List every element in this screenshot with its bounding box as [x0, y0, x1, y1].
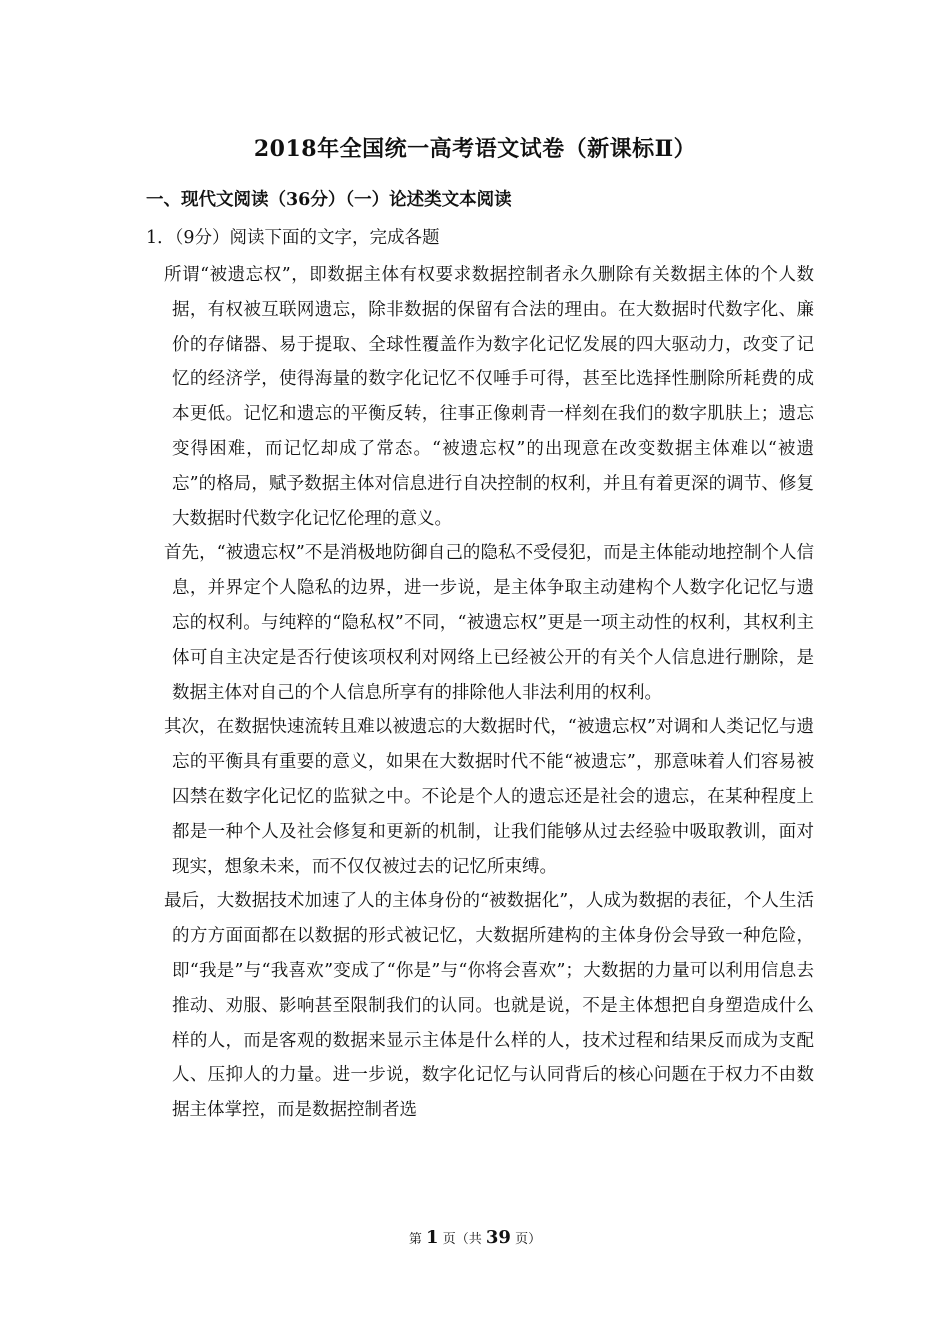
footer-total-pages: 39 — [485, 1227, 511, 1248]
passage-paragraph: 首先，“被遗忘权”不是消极地防御自己的隐私不受侵犯，而是主体能动地控制个人信息，并界定个人隐私的边界，进一步说，是主体争取主动建构个人数字化记忆与遗忘的权利。与纯粹的“隐私权”不同，“被遗忘权”更是一项主动性的权利，其权利主体可自主决定是否行使该项权利对网络上已经被公开的有关个人信息进行删除，是数据主体对自己的个人信息所享有的排除他人非法利用的权利。 — [164, 543, 814, 703]
reading-passage — [164, 258, 814, 1128]
question-prompt: 1．（9分）阅读下面的文字，完成各题 — [146, 228, 440, 248]
passage-paragraph: 最后，大数据技术加速了人的主体身份的“被数据化”，人成为数据的表征，个人生活的方方面面都在以数据的形式被记忆，大数据所建构的主体身份会导致一种危险，即“我是”与“我喜欢”变成了“你是”与“你将会喜欢”；大数据的力量可以利用信息去推动、劝服、影响甚至限制我们的认同。也就是说，不是主体想把自身塑造成什么样的人，而是客观的数据来显示主体是什么样的人，技术过程和结果反而成为支配人、压抑人的力量。进一步说，数字化记忆与认同背后的核心问题在于权力不由数据主体掌控，而是数据控制者选 — [164, 891, 814, 1121]
document-title: 2018年全国统一高考语文试卷（新课标Ⅱ） — [253, 136, 697, 162]
section-heading: 一、现代文阅读（36分）（一）论述类文本阅读 — [146, 190, 512, 210]
passage-paragraph: 其次，在数据快速流转且难以被遗忘的大数据时代，“被遗忘权”对调和人类记忆与遗忘的平衡具有重要的意义，如果在大数据时代不能“被遗忘”，那意味着人们容易被囚禁在数字化记忆的监狱之中。不论是个人的遗忘还是社会的遗忘，在某种程度上都是一种个人及社会修复和更新的机制，让我们能够从过去经验中吸取教训，面对现实，想象未来，而不仅仅被过去的记忆所束缚。 — [164, 717, 814, 877]
page-footer — [0, 1227, 950, 1248]
footer-suffix: 页） — [515, 1232, 542, 1247]
footer-prefix: 第 — [408, 1232, 422, 1247]
passage-paragraph: 所谓“被遗忘权”，即数据主体有权要求数据控制者永久删除有关数据主体的个人数据，有权被互联网遗忘，除非数据的保留有合法的理由。在大数据时代数字化、廉价的存储器、易于提取、全球性覆盖作为数字化记忆发展的四大驱动力，改变了记忆的经济学，使得海量的数字化记忆不仅唾手可得，甚至比选择性删除所耗费的成本更低。记忆和遗忘的平衡反转，往事正像刺青一样刻在我们的数字肌肤上；遗忘变得困难，而记忆却成了常态。“被遗忘权”的出现意在改变数据主体难以“被遗忘”的格局，赋予数据主体对信息进行自决控制的权利，并且有着更深的调节、修复大数据时代数字化记忆伦理的意义。 — [164, 265, 814, 529]
footer-mid: 页（共 — [442, 1232, 482, 1247]
footer-page-number: 1 — [426, 1227, 439, 1248]
